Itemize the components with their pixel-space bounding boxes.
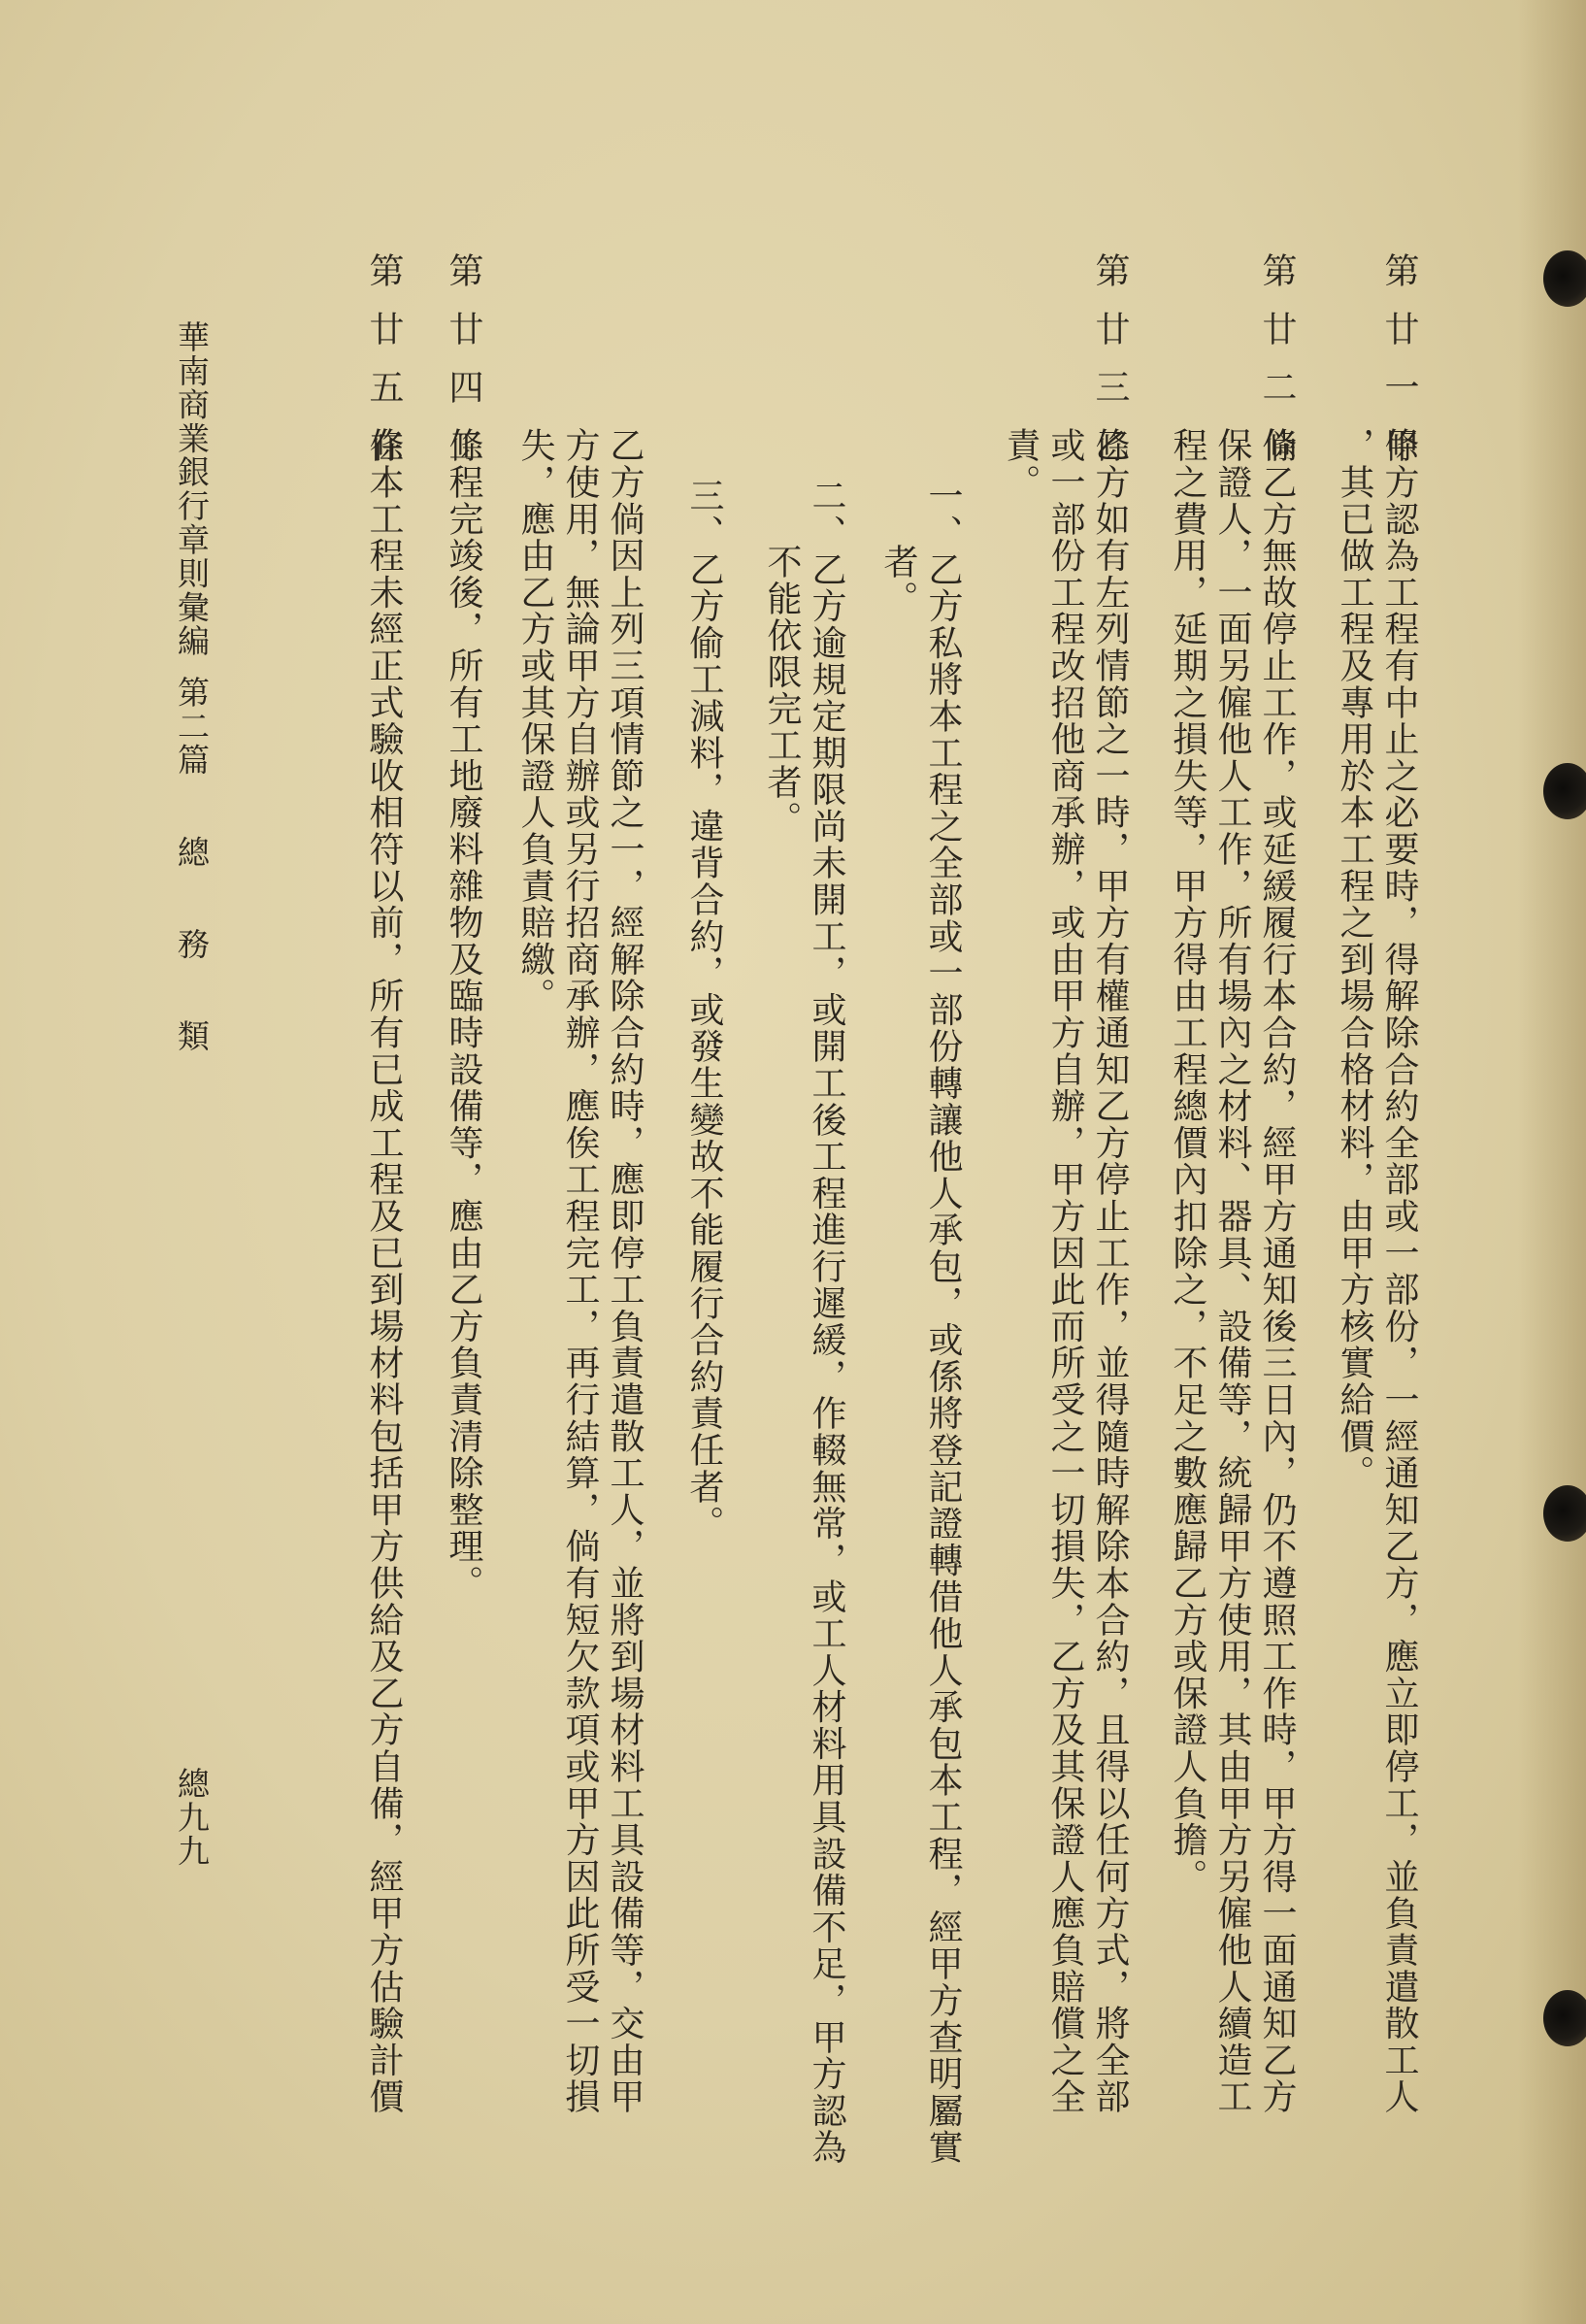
article-label: 第廿一條 (1379, 252, 1419, 485)
text-column: 一、乙方私將本工程之全部或一部份轉讓他人承包，或係將登記證轉借他人承包本工程，經甲方查明屬實 (923, 478, 963, 2166)
article-text: 乙方如有左列情節之一時，甲方有權通知乙方停止工作，並得隨時解除本合約，且得以任何方式，將全部 (1090, 427, 1130, 2115)
text-column: 者。 (878, 544, 918, 617)
text-column: 乙方倘因上列三項情節之一，經解除合約時，應即停工負責遣散工人，並將到場材料工具設備等，交由甲 (605, 427, 644, 2115)
article-label: 第廿四條 (444, 252, 483, 485)
article-label: 第廿二條 (1257, 252, 1297, 485)
category-char-3: 類 (173, 1019, 211, 1053)
page-edge-shadow (1518, 0, 1586, 2324)
page-number: 總九九 (173, 1767, 211, 1869)
text-column: 方使用，無論甲方自辦或另行招商承辦，應俟工程完工，再行結算，倘有短欠款項或甲方因此所受一切損 (560, 427, 600, 2115)
text-column: 三、乙方偷工減料，違背合約，或發生變故不能履行合約責任者。 (684, 478, 724, 1543)
article-text: 工程完竣後，所有工地廢料雜物及臨時設備等，應由乙方負責清除整理。 (444, 427, 483, 1602)
binding-hole (1543, 250, 1586, 307)
article-text: 倘乙方無故停止工作，或延緩履行本合約，經甲方通知後三日內，仍不遵照工作時，甲方得一面通知乙方 (1257, 427, 1297, 2115)
binding-hole (1543, 763, 1586, 819)
binding-hole (1543, 1990, 1586, 2046)
article-label: 第廿三條 (1090, 252, 1130, 485)
part-label: 第二篇 (173, 676, 211, 778)
article-label: 第廿五條 (364, 252, 404, 485)
category-char-2: 務 (173, 927, 211, 962)
running-footer (169, 320, 214, 1053)
binding-hole (1543, 1485, 1586, 1542)
text-column: 程之費用，延期之損失等，甲方得由工程總價內扣除之，不足之數應歸乙方或保證人負擔。 (1168, 427, 1207, 1895)
text-column: 或一部份工程改招他商承辦，或由甲方自辦，甲方因此而所受之一切損失，乙方及其保證人應負賠償之全 (1045, 427, 1085, 2115)
text-column: 二、乙方逾規定期限尚未開工，或開工後工程進行遲緩，作輟無常，或工人材料用具設備不足，甲方認為 (807, 478, 846, 2166)
category-char-1: 總 (173, 835, 211, 870)
text-column: 保證人，一面另僱他人工作，所有場內之材料、器具、設備等，統歸甲方使用，其由甲方另僱他人續造工 (1212, 427, 1252, 2115)
text-column: 責。 (1001, 427, 1041, 501)
text-column: 失，應由乙方或其保證人負責賠繳。 (515, 427, 555, 1014)
book-title: 華南商業銀行章則彙編 (173, 320, 211, 658)
article-text: 在本工程未經正式驗收相符以前，所有已成工程及已到場材料包括甲方供給及乙方自備，經甲方估驗計價 (364, 427, 404, 2115)
text-column: 不能依限完工者。 (762, 544, 802, 838)
article-text: 甲方認為工程有中止之必要時，得解除合約全部或一部份，一經通知乙方，應立即停工，並負責遣散工人 (1379, 427, 1419, 2115)
text-column: ，其已做工程及專用於本工程之到場合格材料，由甲方核實給價。 (1335, 427, 1374, 1492)
